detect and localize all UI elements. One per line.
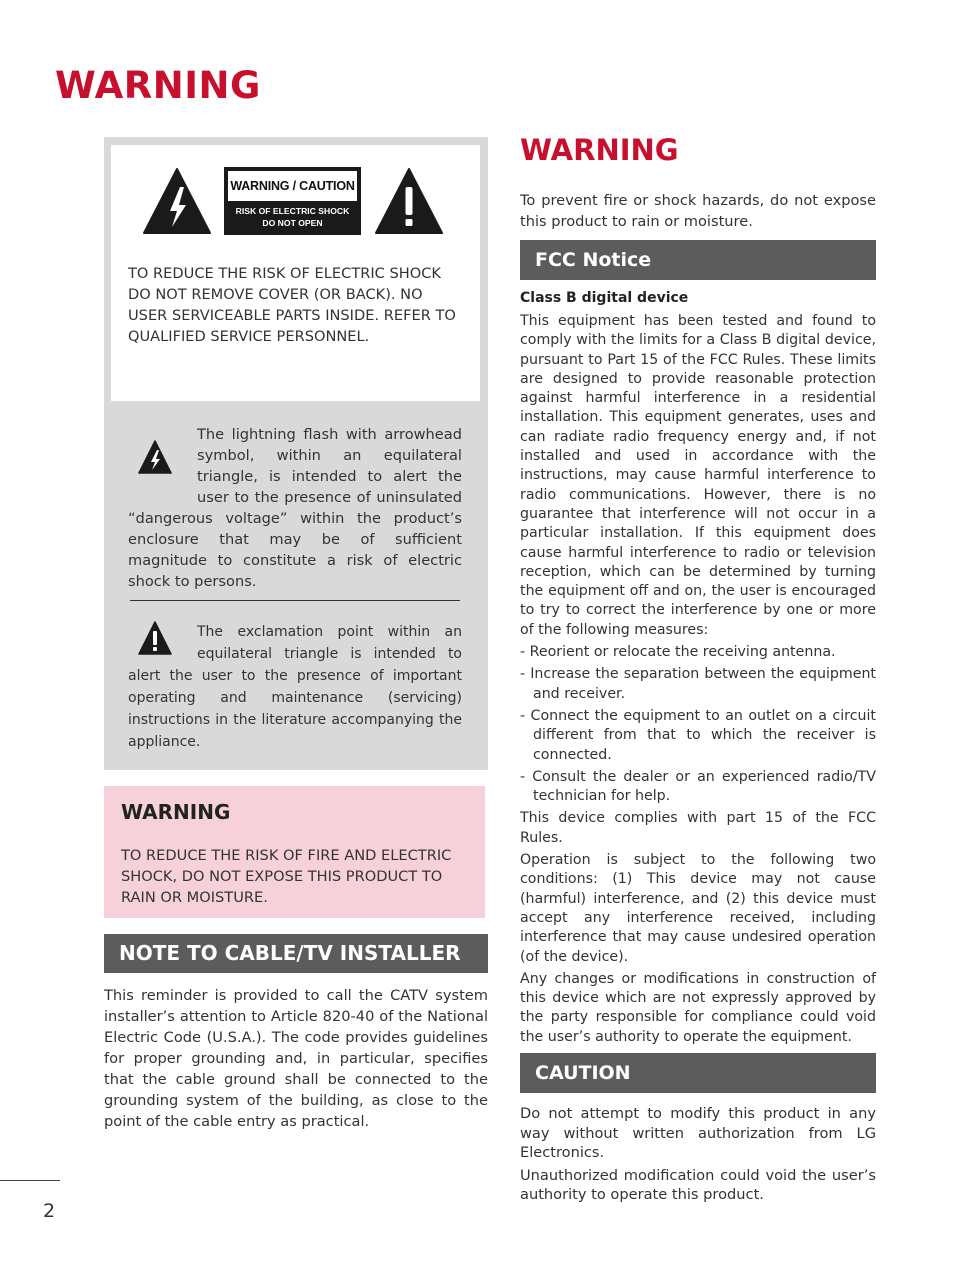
lightning-explanation [128, 424, 462, 592]
caution-paragraph-1: Do not attempt to modify this product in any way without written authorization from LG Electronics. [520, 1105, 876, 1161]
page-number: 2 [43, 1200, 56, 1222]
installer-text: This reminder is provided to call the CATV system installer’s attention to Article 820-40 of the National Electric Code (U.S.A.). The code provides guidelines for proper grounding and, in particular, specifies that the cable ground shall be connected to the grounding system of the building, as close to the point of the cable entry as practical. [104, 987, 488, 1130]
page-number-rule [0, 1180, 60, 1181]
exclamation-explanation-text: The exclamation point within an equilateral triangle is intended to alert the user to the presence of important operating and maintenance (servicing) instructions in the literature accompanying the appliance. [128, 624, 462, 750]
warning-caution-label [224, 167, 361, 235]
warning-intro-text: To prevent fire or shock hazards, do not expose this product to rain or moisture. [520, 192, 876, 230]
exclamation-triangle-icon [374, 167, 444, 235]
exclamation-icon-wrap [128, 621, 197, 663]
caution-label-bottom [228, 205, 357, 229]
fcc-body [520, 312, 876, 1050]
fcc-paragraph-3: Operation is subject to the following two conditions: (1) This device may not cause (harmful) interference, and (2) this device must accept any interference received, including interference that may cause undesired operation (of the device). [520, 852, 876, 965]
caution-section-header: CAUTION [520, 1053, 876, 1093]
list-item: - Consult the dealer or an experienced radio/TV technician for help. [520, 768, 876, 805]
fire-warning-text: TO REDUCE THE RISK OF FIRE AND ELECTRIC SHOCK, DO NOT EXPOSE THIS PRODUCT TO RAIN OR MOISTURE. [121, 847, 452, 906]
caution-label-top: WARNING / CAUTION [228, 171, 357, 201]
fcc-paragraph-1: This equipment has been tested and found to comply with the limits for a Class B digital device, pursuant to Part 15 of the FCC Rules. These limits are designed to provide reasonable protection against harmful interference in a residential installation. This equipment generates, uses and can radiate radio frequency energy and, if not installed and used in accordance with the instructions, may cause harmful interference to radio communications. However, there is no guarantee that interference will not occur in a particular installation. If this equipment does cause harmful interference to radio or television reception, which can be determined by turning the equipment off and on, the user is encouraged to try to correct the interference by one or more of the following measures: [520, 313, 876, 638]
exclamation-small-icon [138, 621, 172, 655]
caution-paragraph-2: Unauthorized modification could void the user’s authority to operate this product. [520, 1166, 876, 1203]
caution-label-line1: RISK OF ELECTRIC SHOCK [235, 206, 350, 216]
lightning-small-icon [138, 440, 172, 474]
exclamation-explanation [128, 621, 462, 753]
list-item: - Increase the separation between the equipment and receiver. [520, 666, 876, 702]
lightning-explanation-text: The lightning flash with arrowhead symbol, within an equilateral triangle, is intended to alert the user to the presence of uninsulated “dangerous voltage” within the product’s enclosure that may be of sufficient magnitude to constitute a risk of electric shock to persons. [128, 426, 462, 590]
fcc-section-header: FCC Notice [520, 240, 876, 280]
section-title-warning: WARNING [520, 133, 679, 167]
caution-body [520, 1104, 876, 1208]
lightning-triangle-icon [142, 167, 212, 235]
divider-line [130, 600, 460, 601]
fcc-paragraph-2: This device complies with part 15 of the FCC Rules. [520, 810, 876, 846]
page-title: WARNING [55, 64, 261, 107]
caution-label-line2: DO NOT OPEN [262, 218, 323, 228]
shock-notice-text: TO REDUCE THE RISK OF ELECTRIC SHOCK DO NOT REMOVE COVER (OR BACK). NO USER SERVICEABLE PARTS INSIDE. REFER TO QUALIFIED SERVICE PERSONNEL. [128, 265, 456, 345]
fire-warning-title: WARNING [121, 800, 231, 824]
lightning-icon-wrap [128, 424, 197, 508]
installer-section-header: NOTE TO CABLE/TV INSTALLER [104, 934, 488, 973]
fcc-measures-list [520, 643, 876, 806]
fcc-subheading: Class B digital device [520, 290, 689, 306]
list-item: - Reorient or relocate the receiving antenna. [520, 644, 836, 661]
list-item: - Connect the equipment to an outlet on a circuit different from that to which the receiver is connected. [520, 707, 876, 763]
fcc-paragraph-4: Any changes or modifications in construction of this device which are not expressly approved by the party responsible for compliance could void the user’s authority to operate the equipment. [520, 970, 876, 1045]
